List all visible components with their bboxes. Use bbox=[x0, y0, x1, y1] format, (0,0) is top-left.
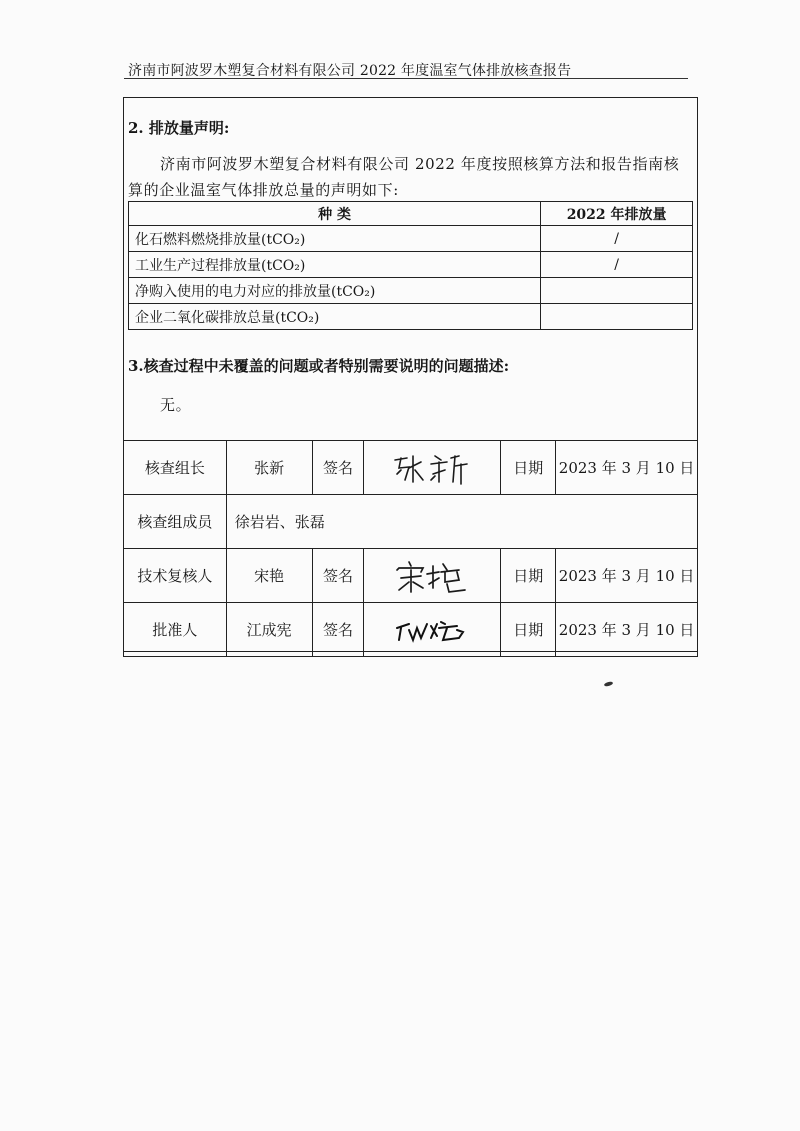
table-header-row bbox=[129, 202, 693, 226]
row-value: / bbox=[541, 226, 693, 252]
signoff-table bbox=[123, 440, 698, 657]
section-2-line-2: 算的企业温室气体排放总量的声明如下: bbox=[128, 181, 399, 199]
person-name: 张新 bbox=[226, 441, 312, 495]
table-row bbox=[129, 304, 693, 330]
member-names: 徐岩岩、张磊 bbox=[226, 495, 697, 549]
signoff-row-members bbox=[124, 495, 698, 549]
role-label: 核查组成员 bbox=[124, 495, 227, 549]
report-header: 济南市阿波罗木塑复合材料有限公司 2022 年度温室气体排放核查报告 bbox=[128, 63, 572, 79]
row-value: / bbox=[541, 252, 693, 278]
row-label: 工业生产过程排放量(tCO₂) bbox=[129, 252, 541, 278]
sign-label: 签名 bbox=[312, 441, 364, 495]
signature-reviewer bbox=[364, 549, 501, 603]
sign-date: 2023 年 3 月 10 日 bbox=[556, 441, 698, 495]
signature-approver bbox=[364, 603, 501, 657]
signoff-row-approver bbox=[124, 603, 698, 657]
handwritten-signature-icon bbox=[387, 448, 477, 488]
sign-label: 签名 bbox=[312, 549, 364, 603]
sign-date: 2023 年 3 月 10 日 bbox=[556, 549, 698, 603]
date-label: 日期 bbox=[501, 441, 556, 495]
role-label: 技术复核人 bbox=[124, 549, 227, 603]
role-label: 批准人 bbox=[124, 603, 227, 657]
person-name: 江成宪 bbox=[226, 603, 312, 657]
header-rule bbox=[124, 78, 688, 79]
signature-leader bbox=[364, 441, 501, 495]
date-label: 日期 bbox=[501, 549, 556, 603]
scan-speck bbox=[604, 681, 614, 687]
row-value bbox=[541, 278, 693, 304]
row-label: 化石燃料燃烧排放量(tCO₂) bbox=[129, 226, 541, 252]
table-row bbox=[129, 278, 693, 304]
signoff-row-leader bbox=[124, 441, 698, 495]
section-3-body: 无。 bbox=[160, 396, 192, 414]
date-label: 日期 bbox=[501, 603, 556, 657]
emission-table bbox=[128, 201, 693, 330]
signoff-row-reviewer bbox=[124, 549, 698, 603]
sign-label: 签名 bbox=[312, 603, 364, 657]
row-label: 企业二氧化碳排放总量(tCO₂) bbox=[129, 304, 541, 330]
row-label: 净购入使用的电力对应的排放量(tCO₂) bbox=[129, 278, 541, 304]
section-2-line-1: 济南市阿波罗木塑复合材料有限公司 2022 年度按照核算方法和报告指南核 bbox=[160, 155, 680, 173]
col-type-header: 种 类 bbox=[129, 202, 541, 226]
section-2-title: 2. 排放量声明: bbox=[128, 119, 230, 137]
handwritten-signature-icon bbox=[387, 556, 477, 596]
person-name: 宋艳 bbox=[226, 549, 312, 603]
sign-date: 2023 年 3 月 10 日 bbox=[556, 603, 698, 657]
section-3-title: 3.核查过程中未覆盖的问题或者特别需要说明的问题描述: bbox=[128, 357, 510, 375]
handwritten-signature-icon bbox=[387, 610, 477, 650]
row-value bbox=[541, 304, 693, 330]
table-row bbox=[129, 226, 693, 252]
role-label: 核查组长 bbox=[124, 441, 227, 495]
col-value-header: 2022 年排放量 bbox=[541, 202, 693, 226]
table-row bbox=[129, 252, 693, 278]
